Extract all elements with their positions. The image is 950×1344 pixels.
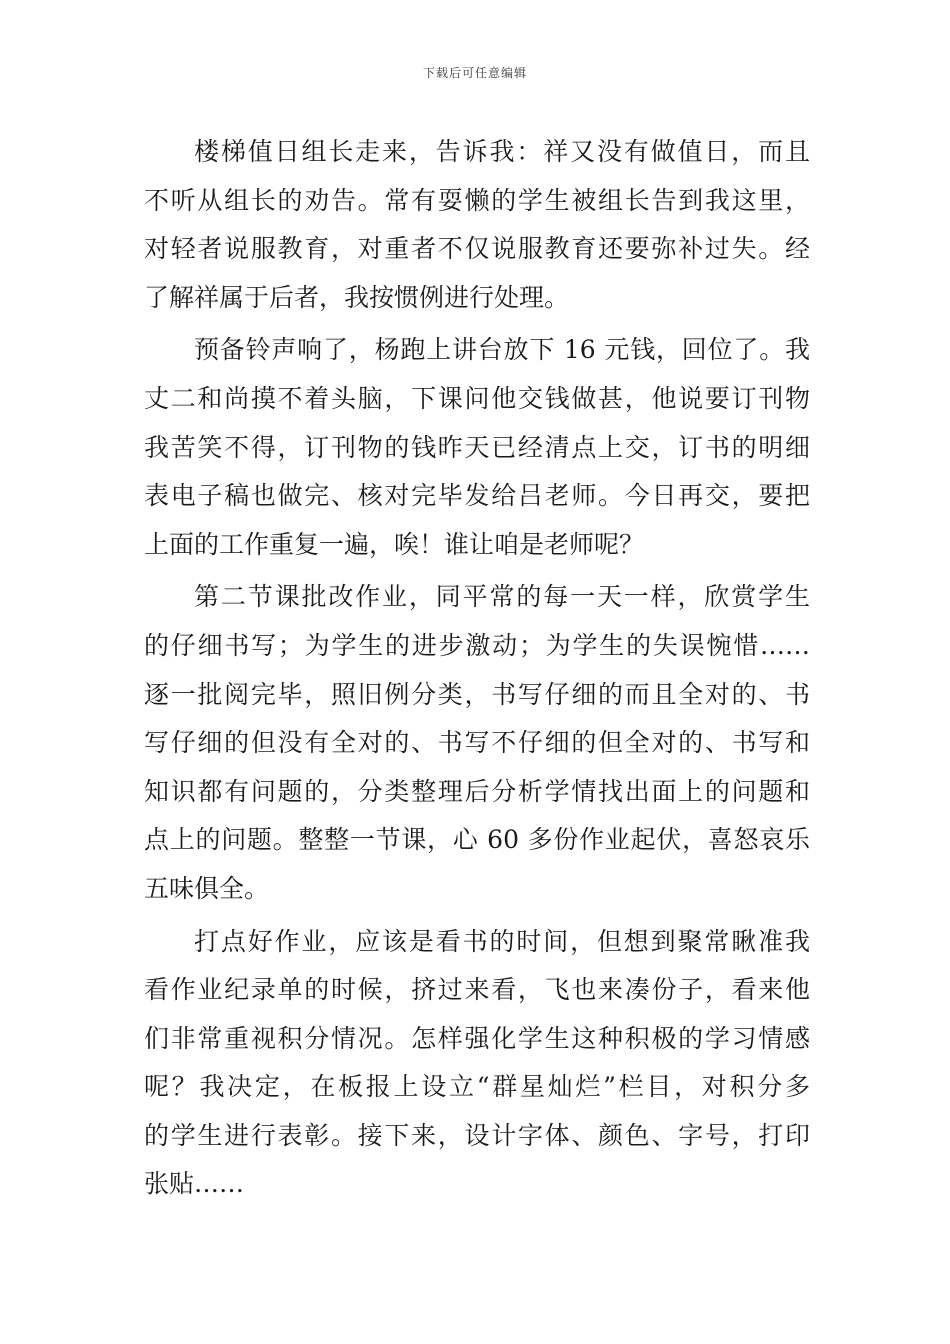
- text-line: 丈二和尚摸不着头脑，下课问他交钱做甚，他说要订刊物: [144, 383, 810, 413]
- text-line: 五味俱全。: [144, 873, 270, 903]
- paragraph-4: [144, 918, 810, 1210]
- text-line: 的仔细书写；为学生的进步激动；为学生的失误惋惜……: [144, 630, 810, 660]
- paragraph-2: [144, 326, 810, 569]
- text-line: 点上的问题。整整一节课，心 60 多份作业起伏，喜怒哀乐: [144, 825, 810, 855]
- text-line: 了解祥属于后者，我按惯例进行处理。: [144, 282, 570, 312]
- text-line: 的学生进行表彰。接下来，设计字体、颜色、字号，打印: [144, 1120, 810, 1150]
- document-body: [144, 128, 810, 1209]
- text-line: 表电子稿也做完、核对完毕发给吕老师。今日再交，要把: [144, 481, 810, 511]
- text-line: 呢？我决定，在板报上设立“群星灿烂”栏目，对积分多: [144, 1072, 810, 1102]
- text-line: 预备铃声响了，杨跑上讲台放下 16 元钱，回位了。我: [194, 335, 810, 365]
- text-line: 对轻者说服教育，对重者不仅说服教育还要弥补过失。经: [144, 234, 810, 264]
- text-line: 上面的工作重复一遍，唉！谁让咱是老师呢？: [144, 529, 645, 559]
- page-header-note: 下载后可任意编辑: [422, 66, 527, 80]
- text-line: 们非常重视积分情况。怎样强化学生这种积极的学习情感: [144, 1023, 810, 1053]
- text-line: 逐一批阅完毕，照旧例分类，书写仔细的而且全对的、书: [144, 679, 810, 709]
- text-line: 打点好作业，应该是看书的时间，但想到聚常瞅准我: [194, 926, 810, 956]
- text-line: 看作业纪录单的时候，挤过来看，飞也来凑份子，看来他: [144, 975, 810, 1005]
- text-line: 写仔细的但没有全对的、书写不仔细的但全对的、书写和: [144, 728, 810, 758]
- text-line: 我苦笑不得，订刊物的钱昨天已经清点上交，订书的明细: [144, 432, 810, 462]
- text-line: 不听从组长的劝告。常有耍懒的学生被组长告到我这里，: [144, 185, 810, 215]
- text-line: 第二节课批改作业，同平常的每一天一样，欣赏学生: [194, 582, 810, 612]
- text-line: 楼梯值日组长走来，告诉我：祥又没有做值日，而且: [194, 137, 810, 166]
- paragraph-1: [144, 128, 810, 322]
- text-line: 知识都有问题的，分类整理后分析学情找出面上的问题和: [144, 776, 810, 806]
- paragraph-3: [144, 573, 810, 913]
- text-line: 张贴……: [144, 1169, 245, 1199]
